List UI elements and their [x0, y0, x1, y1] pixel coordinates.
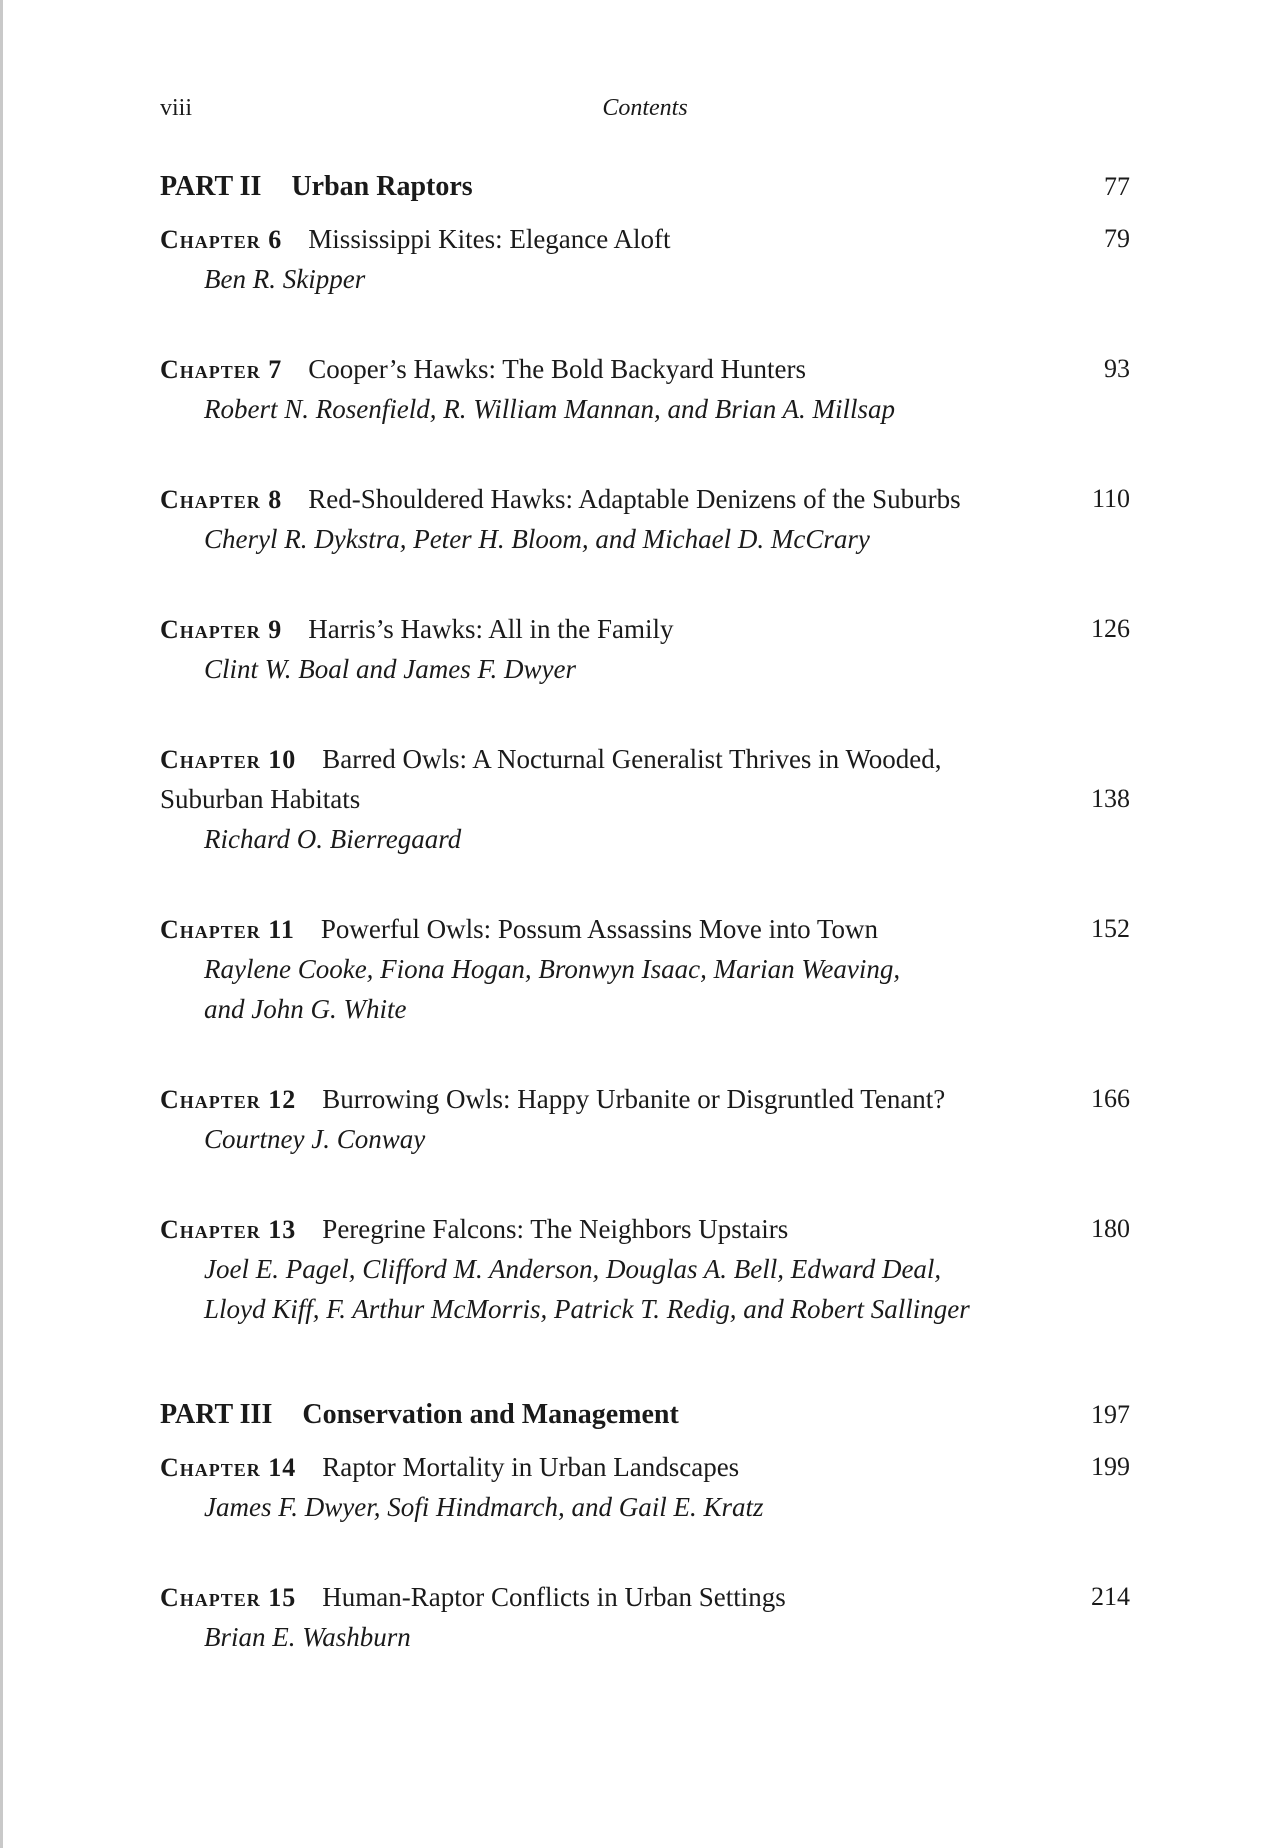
chapter-9-entry — [160, 609, 1130, 689]
chapter-authors: Clint W. Boal and James F. Dwyer — [204, 654, 576, 684]
chapter-title: Red-Shouldered Hawks: Adaptable Denizens of the Suburbs — [308, 484, 961, 514]
chapter-7-entry — [160, 349, 1130, 429]
chapter-page-number: 166 — [1091, 1084, 1130, 1113]
chapter-page-number: 110 — [1091, 484, 1130, 513]
chapter-authors: Joel E. Pagel, Clifford M. Anderson, Douglas A. Bell, Edward Deal, Lloyd Kiff, F. Arthur McMorris, Patrick T. Redig, and Robert Sallinger — [204, 1254, 970, 1324]
chapter-title: Cooper’s Hawks: The Bold Backyard Hunters — [308, 354, 806, 384]
chapter-authors: Cheryl R. Dykstra, Peter H. Bloom, and Michael D. McCrary — [204, 524, 870, 554]
chapter-page-number: 79 — [1104, 224, 1130, 253]
chapter-authors: Raylene Cooke, Fiona Hogan, Bronwyn Isaac, Marian Weaving, and John G. White — [204, 954, 901, 1024]
chapter-label: Chapter 12 — [160, 1085, 297, 1114]
chapter-title: Harris’s Hawks: All in the Family — [308, 614, 674, 644]
page-folio: viii — [160, 95, 193, 121]
chapter-label: Chapter 15 — [160, 1583, 297, 1612]
chapter-12-entry — [160, 1079, 1130, 1159]
chapter-label: Chapter 7 — [160, 355, 283, 384]
chapter-11-entry — [160, 909, 1130, 1029]
chapter-label: Chapter 10 — [160, 745, 297, 774]
chapter-title: Barred Owls: A Nocturnal Generalist Thrives in Wooded, — [322, 744, 942, 774]
chapter-page-number: 93 — [1104, 354, 1130, 383]
chapter-authors: James F. Dwyer, Sofi Hindmarch, and Gail E. Kratz — [204, 1492, 764, 1522]
chapter-title: Powerful Owls: Possum Assassins Move into Town — [320, 914, 879, 944]
chapter-authors: Richard O. Bierregaard — [204, 824, 462, 854]
chapter-13-entry — [160, 1209, 1130, 1329]
chapter-page-number: 126 — [1091, 614, 1130, 643]
page-edge — [0, 0, 3, 1848]
chapter-authors: Courtney J. Conway — [204, 1124, 426, 1154]
part-title: Urban Raptors — [291, 171, 473, 202]
chapter-page-number: 214 — [1091, 1582, 1130, 1611]
part-3-heading — [160, 1393, 1130, 1437]
chapter-title: Raptor Mortality in Urban Landscapes — [322, 1452, 740, 1482]
running-title: Contents — [602, 95, 688, 121]
chapter-title: Burrowing Owls: Happy Urbanite or Disgruntled Tenant? — [322, 1084, 946, 1114]
chapter-title: Peregrine Falcons: The Neighbors Upstairs — [322, 1214, 789, 1244]
chapter-page-number: 138 — [1091, 784, 1130, 813]
chapter-label: Chapter 6 — [160, 225, 283, 254]
chapter-title: Mississippi Kites: Elegance Aloft — [308, 224, 671, 254]
chapter-10-entry — [160, 739, 1130, 859]
chapter-label: Chapter 11 — [160, 915, 295, 944]
chapter-label: Chapter 8 — [160, 485, 283, 514]
chapter-authors: Brian E. Washburn — [204, 1622, 411, 1652]
chapter-title: Human-Raptor Conflicts in Urban Settings — [322, 1582, 786, 1612]
chapter-14-entry — [160, 1447, 1130, 1527]
chapter-authors: Robert N. Rosenfield, R. William Mannan, and Brian A. Millsap — [204, 394, 895, 424]
chapter-title-continued: Suburban Habitats — [160, 784, 361, 814]
chapter-6-entry — [160, 219, 1130, 299]
chapter-15-entry — [160, 1577, 1130, 1657]
part-title: Conservation and Management — [302, 1399, 679, 1430]
chapter-page-number: 180 — [1091, 1214, 1130, 1243]
part-page-number: 77 — [1104, 172, 1130, 201]
part-2-heading — [160, 165, 1130, 209]
chapter-page-number: 199 — [1091, 1452, 1130, 1481]
running-head — [160, 90, 1130, 126]
chapter-authors: Ben R. Skipper — [204, 264, 366, 294]
part-label: PART III — [160, 1399, 273, 1430]
chapter-label: Chapter 13 — [160, 1215, 297, 1244]
part-label: PART II — [160, 171, 262, 202]
chapter-page-number: 152 — [1091, 914, 1130, 943]
part-page-number: 197 — [1091, 1400, 1130, 1429]
chapter-label: Chapter 14 — [160, 1453, 297, 1482]
chapter-label: Chapter 9 — [160, 615, 283, 644]
chapter-8-entry — [160, 479, 1130, 559]
